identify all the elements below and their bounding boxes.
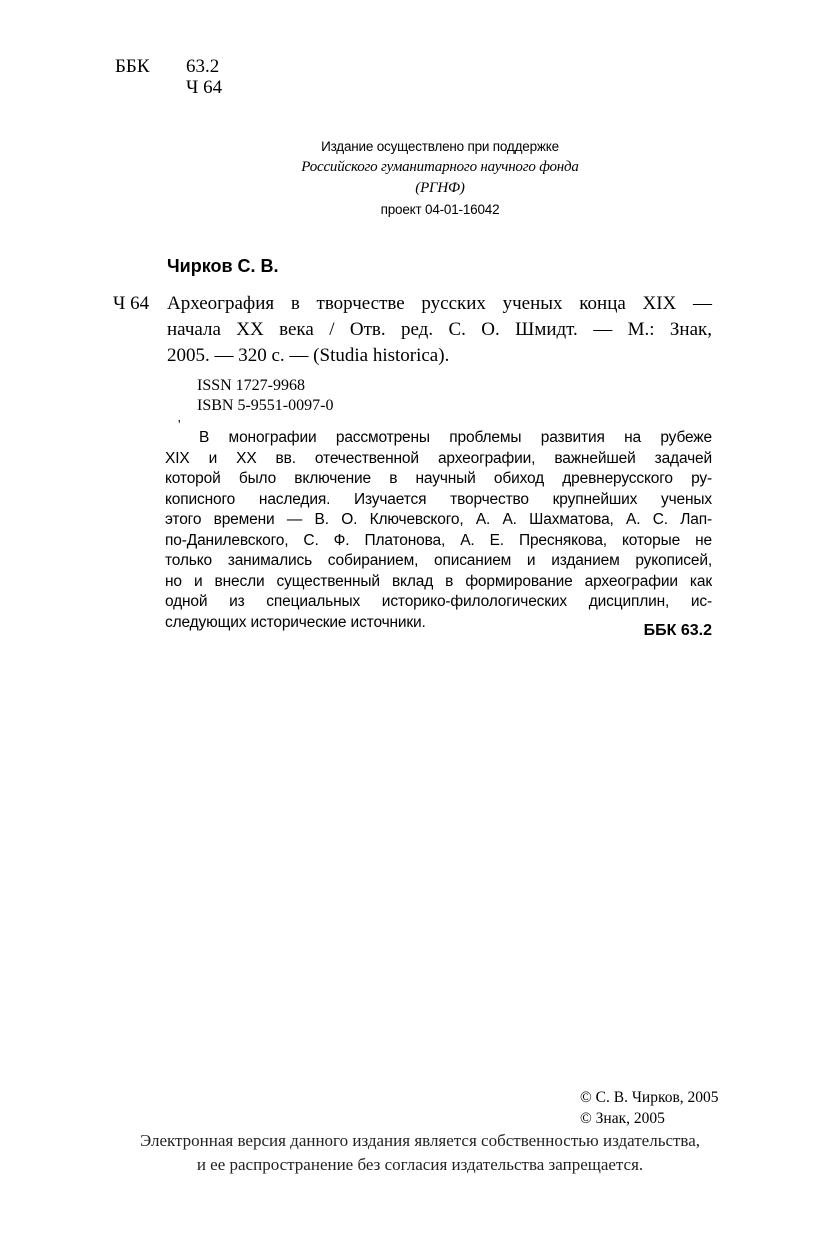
isbn: ISBN 5-9551-0097-0 — [197, 397, 334, 414]
abstract-line: В монографии рассмотрены проблемы развития на рубеже — [199, 429, 712, 446]
abstract-line: только занимались собиранием, описанием и изданием рукописей, — [165, 552, 712, 569]
author-heading: Чирков С. В. — [167, 256, 279, 276]
rights-notice-line-1: Электронная версия данного издания является собственностью издательства, — [139, 1131, 701, 1150]
copyright — [580, 1087, 719, 1129]
abstract — [165, 428, 712, 633]
bbk-index — [186, 56, 222, 98]
identifiers — [197, 376, 333, 416]
tick-mark: ' — [178, 418, 181, 433]
support-line-1: Издание осуществлено при поддержке — [321, 139, 559, 154]
rights-notice — [80, 1129, 760, 1177]
bbk-bottom: ББК 63.2 — [643, 622, 712, 639]
abstract-line: кописного наследия. Изучается творчество крупнейших ученых — [165, 490, 712, 508]
bibliographic-entry — [167, 291, 712, 369]
abstract-line: следующих исторические источники. — [165, 613, 426, 631]
rights-notice-line-2: и ее распространение без согласия издательства запрещается. — [196, 1155, 644, 1174]
cutter-code-top: Ч 64 — [186, 77, 223, 98]
abstract-line: XIX и XX вв. отечественной археографии, важнейшей задачей — [165, 449, 712, 467]
issn: ISSN 1727-9968 — [197, 377, 306, 394]
entry-line: начала XX века / Отв. ред. С. О. Шмидт. — М.: Знак, — [167, 319, 712, 340]
support-line-4: проект 04-01-16042 — [380, 202, 500, 217]
abstract-line: которой было включение в научный обиход древнерусского ру- — [165, 470, 712, 487]
copyright-publisher: © Знак, 2005 — [580, 1110, 665, 1127]
support-notice — [200, 136, 680, 220]
abstract-line: этого времени — В. О. Ключевского, А. А. Шахматова, А. С. Лап- — [165, 511, 712, 528]
support-line-2: Российского гуманитарного научного фонда — [301, 159, 579, 175]
entry-line: Археография в творчестве русских ученых конца XIX — — [167, 293, 712, 314]
bbk-code: 63.2 — [186, 56, 220, 77]
abstract-line: но и внесли существенный вклад в формирование археографии как — [165, 572, 712, 590]
cutter-code: Ч 64 — [113, 293, 150, 314]
copyright-author: © С. В. Чирков, 2005 — [580, 1089, 719, 1106]
abstract-line: одной из специальных историко-филологических дисциплин, ис- — [165, 593, 712, 610]
abstract-line: по-Данилевского, С. Ф. Платонова, А. Е. Преснякова, которые не — [165, 531, 712, 549]
entry-line: 2005. — 320 с. — (Studia historica). — [167, 345, 450, 366]
support-line-3: (РГНФ) — [415, 180, 465, 196]
bbk-label: ББК — [115, 56, 150, 77]
